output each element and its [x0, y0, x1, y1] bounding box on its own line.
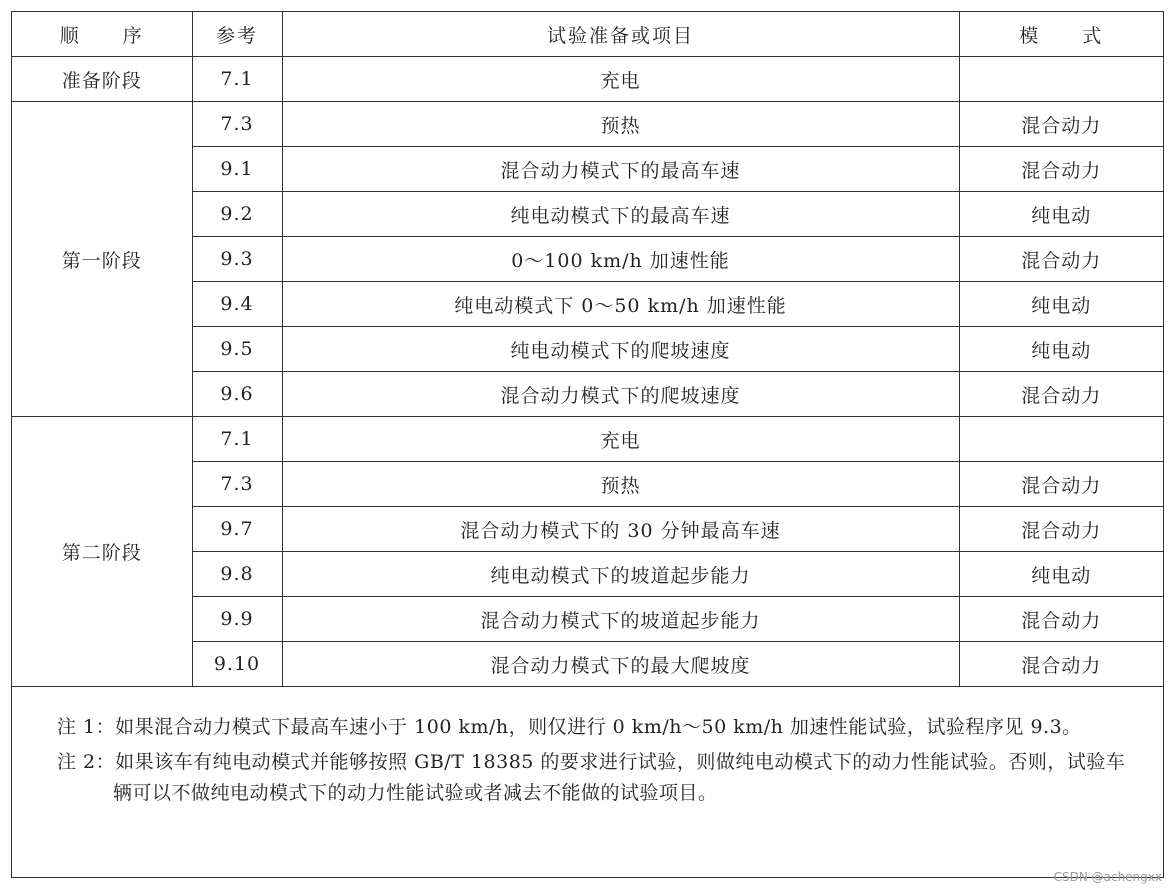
- item-cell: 混合动力模式下的爬坡速度: [282, 372, 959, 417]
- mode-cell: 纯电动: [959, 552, 1163, 597]
- mode-cell: 纯电动: [959, 192, 1163, 237]
- test-sequence-table: [12, 12, 1163, 687]
- mode-cell: 混合动力: [959, 237, 1163, 282]
- item-cell: 混合动力模式下的最高车速: [282, 147, 959, 192]
- table-header-row: [12, 12, 1163, 57]
- table-body: [12, 57, 1163, 687]
- mode-cell: 混合动力: [959, 147, 1163, 192]
- mode-cell: 混合动力: [959, 462, 1163, 507]
- reference-cell: 7.3: [192, 462, 282, 507]
- watermark: CSDN @achengxx: [1053, 870, 1162, 884]
- notes-section: [57, 712, 1137, 809]
- stage-cell: 第一阶段: [12, 102, 192, 417]
- mode-cell: 纯电动: [959, 282, 1163, 327]
- reference-cell: 9.8: [192, 552, 282, 597]
- reference-cell: 9.6: [192, 372, 282, 417]
- mode-cell: 纯电动: [959, 327, 1163, 372]
- mode-cell: 混合动力: [959, 372, 1163, 417]
- item-cell: 纯电动模式下的最高车速: [282, 192, 959, 237]
- header-sequence: 顺 序: [12, 12, 192, 57]
- item-cell: 混合动力模式下的最大爬坡度: [282, 642, 959, 687]
- reference-cell: 9.10: [192, 642, 282, 687]
- item-cell: 混合动力模式下的 30 分钟最高车速: [282, 507, 959, 552]
- reference-cell: 9.7: [192, 507, 282, 552]
- item-cell: 纯电动模式下的爬坡速度: [282, 327, 959, 372]
- item-cell: 充电: [282, 417, 959, 462]
- reference-cell: 9.2: [192, 192, 282, 237]
- item-cell: 0～100 km/h 加速性能: [282, 237, 959, 282]
- note-1: 注 1：如果混合动力模式下最高车速小于 100 km/h，则仅进行 0 km/h～50 km/h 加速性能试验，试验程序见 9.3。: [57, 716, 1082, 738]
- item-cell: 预热: [282, 102, 959, 147]
- header-reference: 参考: [192, 12, 282, 57]
- mode-cell: 混合动力: [959, 642, 1163, 687]
- reference-cell: 9.4: [192, 282, 282, 327]
- reference-cell: 9.3: [192, 237, 282, 282]
- reference-cell: 7.3: [192, 102, 282, 147]
- reference-cell: 7.1: [192, 417, 282, 462]
- table-row: [12, 102, 1163, 147]
- note-2: 注 2：如果该车有纯电动模式并能够按照 GB/T 18385 的要求进行试验，则做纯电动模式下的动力性能试验。否则，试验车辆可以不做纯电动模式下的动力性能试验或者减去不能做的试验项目。: [57, 751, 1126, 804]
- reference-cell: 9.5: [192, 327, 282, 372]
- mode-cell: [959, 417, 1163, 462]
- item-cell: 纯电动模式下的坡道起步能力: [282, 552, 959, 597]
- mode-cell: [959, 57, 1163, 102]
- mode-cell: 混合动力: [959, 102, 1163, 147]
- mode-cell: 混合动力: [959, 597, 1163, 642]
- reference-cell: 9.9: [192, 597, 282, 642]
- item-cell: 纯电动模式下 0～50 km/h 加速性能: [282, 282, 959, 327]
- item-cell: 充电: [282, 57, 959, 102]
- item-cell: 混合动力模式下的坡道起步能力: [282, 597, 959, 642]
- stage-cell: 准备阶段: [12, 57, 192, 102]
- header-item: 试验准备或项目: [282, 12, 959, 57]
- table-row: [12, 57, 1163, 102]
- header-mode: 模 式: [959, 12, 1163, 57]
- reference-cell: 9.1: [192, 147, 282, 192]
- mode-cell: 混合动力: [959, 507, 1163, 552]
- stage-cell: 第二阶段: [12, 417, 192, 687]
- document-frame: [11, 11, 1164, 878]
- table-row: [12, 417, 1163, 462]
- reference-cell: 7.1: [192, 57, 282, 102]
- item-cell: 预热: [282, 462, 959, 507]
